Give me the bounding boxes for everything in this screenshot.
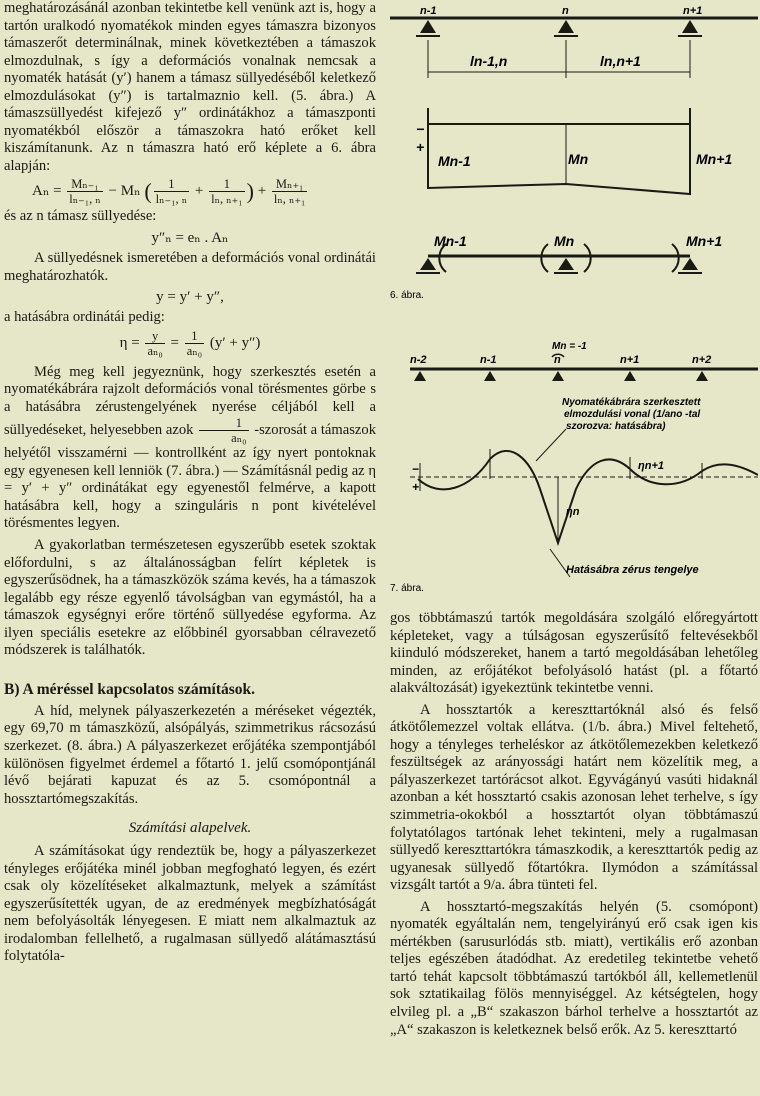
paragraph-bridge: A híd, melynek pályaszerkezetén a méréseket végezték, egy 69,70 m támaszközű, alsópályás, szimmetrikus rácsozású szerkezet. (8. ábra.) A pályaszerkezet erőjátéka szempontjából különösen figyelmet érdemel a főtartó 1. jelű csomópontjánál lévő bejárati kapuzat és az 5. csomópontnál a hossztartómegszakítás. [4,702,376,807]
sign-minus-7: − [412,462,420,476]
moment-arrow-right [672,244,679,272]
equation-support-force: Aₙ = $\frac{\text{Mₙ₋₁}}{\text{lₙ₋₁, ₙ}}$ − Mₙ ( $\frac{1}{\text{lₙ₋₁, ₙ}}$ + $\frac{1}{\text{lₙ, ₙ₊₁}}$ ) + $\frac{\text{Mₙ₊₁}}{\text{lₙ, ₙ₊₁}}$ [32,177,306,207]
annot-line3: szorozva: hatásábra) [566,421,666,432]
label-support-n: n [562,5,569,17]
sign-plus-7: + [412,480,420,494]
paragraph-right-2: A hossztartók a kereszttartóknál alsó és felső átkötőlemezzel voltak ellátva. (1/b. ábra.) Mivel feltehető, hogy a tényleges terheléskor az átkötőlemezekben keletkező feszültségek az arányossági határt nem közelítik meg, a pályaszerkezet tartórácsot alkot. Egyvágányú vasúti hidaknál azonban a két hossztartó csakis azonosan lehet terhelve, s így szimmetria-okokból a hossztartót olyan többtámaszú folytatólagos tartónak lehet tekinteni, mely a rugalmasan süllyedő kereszttartókra támaszkodik, a kereszttartók pedig az ugyanesak süllyedő főtartókra. Ilymódon a számítással vizsgált tartót a 9/a. ábra tünteti fel. [390,701,758,894]
figure-7 [390,339,758,593]
caption-figure-7: 7. ábra. [390,583,424,593]
equation-settlement: y″ₙ = eₙ . Aₙ [151,230,229,247]
eq1-f2-den: lₙ₋₁, ₙ [155,192,188,207]
eq4-lhs: η = [119,334,140,351]
eq4-eq: = [170,334,180,351]
moment-arrow-mid-left [541,244,548,272]
eq1-f4-num: Mₙ₊₁ [272,177,308,192]
eq1-f1-den: lₙ₋₁, ₙ [69,192,101,207]
paragraph-construction-note [4,364,376,533]
annot-line1: Nyomatékábrára szerkesztett [562,397,701,408]
label-mn-minus-1: Mn = -1 [552,341,587,352]
label-span-left: ln-1,n [470,53,508,69]
eq1-plus2: + [257,183,267,200]
label-eta-n+1: ηn+1 [638,460,664,472]
label-fb-moment-n+1: Mn+1 [686,233,723,249]
label-moment-n-1: Mn-1 [438,153,471,169]
subsection-heading: Számítási alapelvek. [128,820,252,837]
caption-figure-6: 6. ábra. [390,290,424,300]
eq1-lhs: Aₙ = [32,183,62,200]
sign-plus: + [416,139,425,155]
support-n-1 [416,20,440,36]
paragraph-practice: A gyakorlatban természetesen egyszerűbb esetek szoktak előfordulni, s az általánosságban felírt képletek is egyszerűsödnek, ha a támaszközök száma kevés, ha a támaszok legalább egy része egyenlő távolságban van egymástól, ha a támaszok egységnyi erőre történő süllyedése egyforma. Az ilyen speciális esetekre az előbbinél gyorsabban célravezető módszerek is találhatók. [4,537,376,659]
eq4-f2-num: 1 [185,329,204,344]
equation-influence [4,329,376,358]
influence-curve [418,451,758,543]
eq4-f1-den: aₙ₀ [147,343,163,358]
p5-frac-num: 1 [199,416,248,431]
label-s-n-1: n-1 [480,354,497,366]
label-support-n-1: n-1 [420,5,437,17]
eq4-rest: (y′ + y″) [209,334,261,351]
eq1-f1-num: Mₙ₋₁ [67,177,103,192]
eq1-f4-den: lₙ, ₙ₊₁ [273,192,306,207]
label-zero-axis: Hatásábra zérus tengelye [566,564,699,576]
support-n+1 [678,20,702,36]
eq1-minus-term: − Mₙ [108,183,141,200]
eq4-f1-num: y [145,329,164,344]
paragraph-right-1: gos többtámaszú tartók megoldására szolgáló előregyártott képleteket, vagy a túlságosan egyszerűsítő feltevésekből kiinduló módszereket, hanem a tartó megoldásában lehetőleg minden, az erőjátékot befolyásoló hatást (pl. a főtartó alakváltozását) igyekeztünk tekintetbe venni. [390,610,758,697]
support-n [554,20,578,36]
paragraph-right-3: A hossztartó-megszakítás helyén (5. csomópont) nyomaték egyáltalán nem, tengelyirányú erő csak igen kis mértékben (sarusurlódás stb. miatt), vertikális erő azonban teljes egészében átadódhat. Az eredetileg tekintetbe vehető tartó tehát kapcsolt többtámaszú tartókból áll, kellemetlenül sok sztatikailag fölös mennyiséggel. Az kétségtelen, hogy elvileg pl. a „B“ szakaszon bárhol terhelve a hossztartót az „A“ szakaszon is keletkeznek belső erők. Az 5. kereszttartó [390,898,758,1038]
label-s-n-2: n-2 [410,354,427,366]
label-fb-moment-n: Mn [554,233,575,249]
p5-frac-den: aₙ₀ [231,431,247,446]
label-s-n: n [554,354,561,366]
label-moment-n: Mn [568,151,589,167]
label-support-n+1: n+1 [683,5,703,17]
eq1-f2-num: 1 [154,177,190,192]
paragraph-settlement-label: és az n támasz süllyedése: [4,208,157,225]
label-span-right: ln,n+1 [600,53,641,69]
eq4-f2-den: aₙ₀ [186,343,203,358]
label-eta-n: ηn [566,506,580,518]
left-column [4,0,376,966]
paragraph-influence-label: a hatásábra ordinátái pedig: [4,309,165,326]
label-moment-n+1: Mn+1 [696,151,733,167]
p5a-text: Még meg kell jegyeznünk, hogy szerkesztés esetén a nyomatékábrára rajzolt deformációs vonal törésmentes görbe s a hatásábra zérustengelyének nyerése céljából kell a süllyedéseket, helyesebben azok [4,363,376,439]
label-s-n+2: n+2 [692,354,712,366]
eq1-f3-num: 1 [209,177,245,192]
figure-6 [390,0,758,300]
eq1-plus: + [194,183,204,200]
moment-arrow-mid-right [584,244,591,272]
p5b-text: -szorosát a támaszok helyétől visszamérni — kontrollként az így nyert pontoknak egy egyenesen kell lenniök (7. ábra.) — Számításnál pedig az η = y′ + y″ ordinátákat egy egyenestől felmérve, a kapott hatásábra kell, hogy a szinguláris n pont kivételével törésmentes legyen. [4,422,376,532]
equation-deformation: y = y′ + y″, [156,289,224,306]
section-heading: B) A méréssel kapcsolatos számítások. [4,680,256,698]
label-s-n+1: n+1 [620,354,640,366]
right-column [390,0,758,1039]
paragraph-deformation: A süllyedésnek ismeretében a deformációs vonal ordinátái meghatározhatók. [4,250,376,284]
paragraph-intro: meghatározásánál azonban tekintetbe kell venünk azt is, hogy a tartón uralkodó nyomatékok minden egyes támaszra bizonyos támaszerőt determinálnak, minek következtében a támaszok elmozdulnak, s így a deformációs vonalnak nemcsak a nyomaték hatását (y′) hanem a támasz süllyedéséből keletkező elmozdulásokat (y″) is tartalmaznio kell. (5. ábra.) A támaszsüllyedést kifejező y″ ordinátákhoz a támaszponti nyomatékból először a támaszokra ható erőket kell kiszámítanunk. Az n támaszra ható erő képlete a 6. ábra alapján: [4,0,376,174]
eq1-f3-den: lₙ, ₙ₊₁ [211,192,243,207]
sign-minus: − [416,121,425,137]
annot-line2: elmozdulási vonal (1/ano -tal [564,409,701,420]
label-fb-moment-n-1: Mn-1 [434,233,467,249]
paragraph-principles: A számításokat úgy rendeztük be, hogy a pályaszerkezet tényleges erőjátéka minél jobban megfogható legyen, és ezért csak oly közelítéseket alkalmaztunk, melyek a számítást egyszerűsítették ugyan, de az eredmények megbízhatóságát nem befolyásolták lényegesen. E miatt nem alkalmaztuk az irodalomban fellelhető, a rugalmasan süllyedő alátámasztású folytatóla- [4,843,376,965]
